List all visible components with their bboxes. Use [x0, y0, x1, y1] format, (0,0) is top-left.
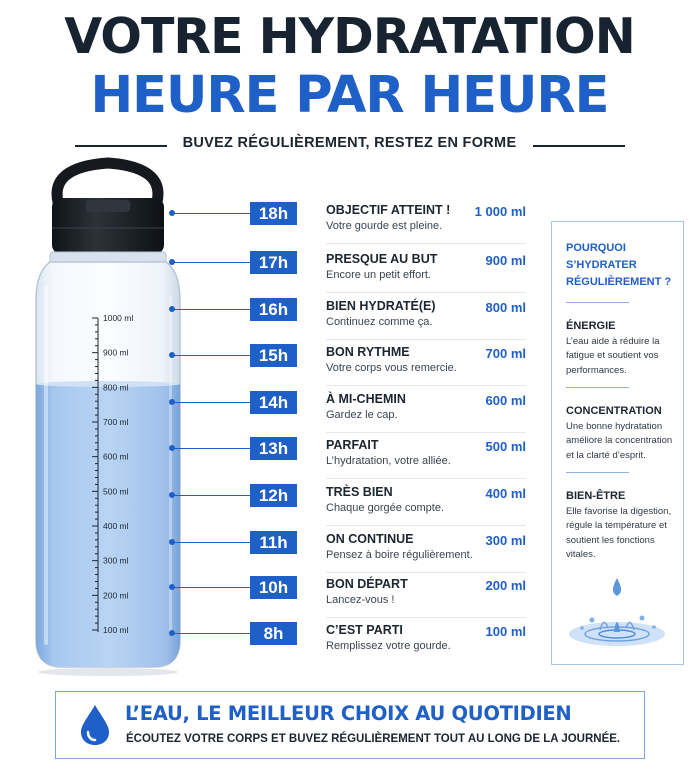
row-title: TRÈS BIEN: [326, 485, 393, 499]
row-description: Pensez à boire régulièrement.: [326, 549, 473, 561]
marker-dot: [169, 492, 175, 498]
row-amount: 700 ml: [485, 346, 526, 361]
row-description: Chaque gorgée compte.: [326, 502, 445, 514]
marker-dot: [169, 210, 175, 216]
row-amount: 400 ml: [485, 486, 526, 501]
row-divider: [326, 525, 526, 526]
row-divider: [326, 339, 526, 340]
panel-text: L’eau aide à réduire la fatigue et soutient vos performances.: [566, 336, 660, 376]
row-amount: 500 ml: [485, 439, 526, 454]
scale-label: 900 ml: [103, 347, 129, 358]
row-amount: 300 ml: [485, 533, 526, 548]
row-title: À MI-CHEMIN: [326, 392, 406, 406]
row-divider: [326, 572, 526, 573]
row-description: L’hydratation, votre alliée.: [326, 455, 451, 467]
banner-title: L’EAU, LE MEILLEUR CHOIX AU QUOTIDIEN: [125, 702, 572, 725]
marker-dot: [169, 584, 175, 590]
scale-label: 600 ml: [103, 451, 129, 462]
row-amount: 100 ml: [485, 624, 526, 639]
row-divider: [326, 243, 526, 244]
row-title: C’EST PARTI: [326, 623, 403, 637]
hour-badge: 8h: [250, 622, 297, 645]
marker-dot: [169, 259, 175, 265]
panel-heading: ÉNERGIE: [566, 320, 616, 332]
benefits-panel: [551, 221, 684, 665]
row-title: PARFAIT: [326, 438, 379, 452]
scale-label: 700 ml: [103, 417, 129, 427]
banner-text: ÉCOUTEZ VOTRE CORPS ET BUVEZ RÉGULIÈREMENT TOUT AU LONG DE LA JOURNÉE.: [126, 733, 621, 745]
row-amount: 900 ml: [485, 253, 526, 268]
bottom-banner: [55, 691, 645, 759]
row-divider: [326, 432, 526, 433]
hour-badge: 16h: [250, 298, 297, 321]
schedule-row: [172, 203, 532, 257]
panel-heading: CONCENTRATION: [566, 405, 662, 417]
hour-badge: 12h: [250, 484, 297, 507]
hour-badge: 17h: [250, 251, 297, 274]
water-drop-icon: [78, 703, 112, 747]
row-description: Votre corps vous remercie.: [326, 362, 457, 374]
hour-badge: 10h: [250, 576, 297, 599]
panel-title: POURQUOI S’HYDRATER RÉGULIÈREMENT ?: [566, 242, 672, 289]
row-amount: 1 000 ml: [474, 204, 526, 219]
scale-label: 200 ml: [103, 590, 129, 601]
row-description: Remplissez votre gourde.: [326, 640, 451, 652]
scale-label: 100 ml: [103, 625, 129, 635]
row-divider: [326, 478, 526, 479]
water-splash-icon: [562, 572, 672, 652]
scale-label: 400 ml: [103, 521, 129, 531]
hour-badge: 13h: [250, 437, 297, 460]
panel-divider: [566, 472, 629, 473]
row-divider: [326, 617, 526, 618]
panel-divider: [566, 302, 629, 303]
row-title: BON RYTHME: [326, 345, 410, 359]
bottle-handle: [57, 163, 158, 202]
row-title: PRESQUE AU BUT: [326, 252, 438, 266]
title-line-1: VOTRE HYDRATATION: [64, 8, 635, 65]
scale-label: 800 ml: [103, 382, 129, 393]
subtitle: BUVEZ RÉGULIÈREMENT, RESTEZ EN FORME: [182, 135, 517, 151]
row-description: Lancez-vous !: [326, 594, 395, 606]
title-line-2: HEURE PAR HEURE: [90, 66, 609, 125]
scale-label: 1000 ml: [103, 313, 134, 323]
row-title: ON CONTINUE: [326, 532, 414, 546]
hour-badge: 18h: [250, 202, 297, 225]
row-description: Gardez le cap.: [326, 409, 398, 421]
panel-text: Elle favorise la digestion, régule la température et soutient les fonctions vitales.: [566, 506, 672, 560]
schedule-row: [172, 623, 532, 677]
row-amount: 200 ml: [485, 578, 526, 593]
hour-badge: 11h: [250, 531, 297, 554]
panel-text: Une bonne hydratation améliore la concentration et la clarté d’esprit.: [566, 421, 673, 461]
row-divider: [326, 385, 526, 386]
row-divider: [326, 292, 526, 293]
panel-heading: BIEN-ÊTRE: [566, 490, 626, 502]
panel-divider: [566, 387, 629, 388]
row-amount: 600 ml: [485, 393, 526, 408]
scale-label: 500 ml: [103, 486, 129, 497]
hour-badge: 14h: [250, 391, 297, 414]
marker-dot: [169, 399, 175, 405]
row-description: Continuez comme ça.: [326, 316, 433, 328]
row-title: BON DÉPART: [326, 577, 408, 591]
hour-badge: 15h: [250, 344, 297, 367]
row-amount: 800 ml: [485, 300, 526, 315]
marker-dot: [169, 445, 175, 451]
marker-dot: [169, 306, 175, 312]
row-description: Votre gourde est pleine.: [326, 220, 443, 232]
marker-dot: [169, 630, 175, 636]
marker-dot: [169, 352, 175, 358]
row-title: OBJECTIF ATTEINT !: [326, 203, 451, 217]
row-description: Encore un petit effort.: [326, 269, 431, 281]
scale-label: 300 ml: [103, 555, 129, 566]
row-title: BIEN HYDRATÉ(E): [326, 299, 436, 313]
marker-dot: [169, 539, 175, 545]
